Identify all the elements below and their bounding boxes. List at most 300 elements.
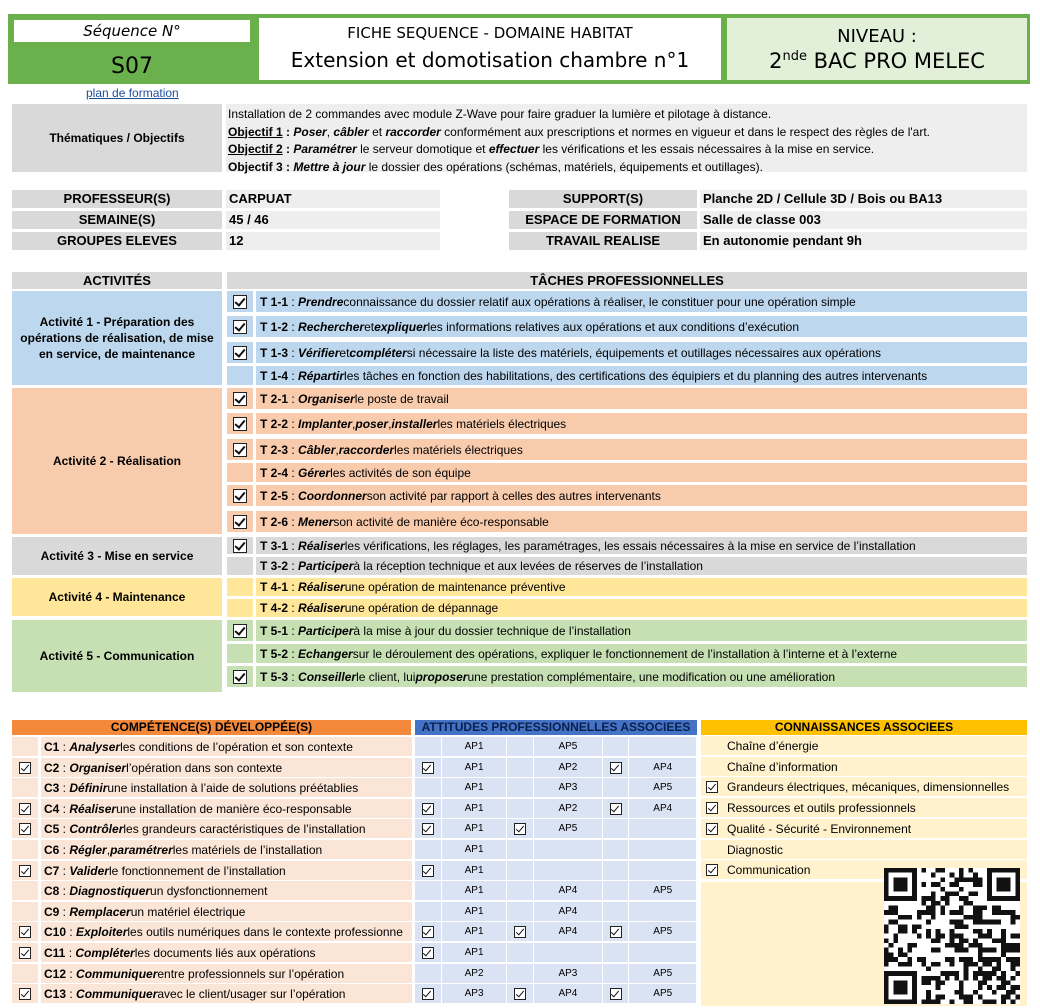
niveau-sup: nde <box>782 49 807 64</box>
objective-label: Objectif 2 <box>228 142 283 156</box>
competence-check-cell <box>12 902 38 921</box>
competence-text <box>41 943 412 962</box>
checkbox-checked-icon[interactable] <box>706 781 718 793</box>
attitude-code: AP5 <box>534 737 602 756</box>
attitude-code: AP4 <box>534 881 602 900</box>
attitude-code: AP1 <box>442 902 507 921</box>
task-verb: installer <box>391 416 438 431</box>
attitude-code: AP1 <box>442 943 507 962</box>
task-colon: : <box>288 319 299 334</box>
attitude-check-cell <box>603 840 629 859</box>
fiche-title-block <box>256 14 724 84</box>
connaissance-label: Qualité - Sécurité - Environnement <box>727 821 912 836</box>
info-value-espace: Salle de classe 003 <box>700 211 1027 229</box>
task-colon: : <box>288 368 299 383</box>
task-verb: Participer <box>298 559 354 573</box>
task-colon: : <box>288 488 299 503</box>
checkbox-checked-icon[interactable] <box>19 926 31 938</box>
task-checkbox-cell <box>227 578 253 596</box>
task-code: T 3-1 <box>260 538 289 553</box>
competence-text <box>41 881 412 900</box>
task-code: T 5-2 <box>260 646 289 661</box>
competence-row <box>12 922 412 941</box>
competence-check-cell <box>12 984 38 1003</box>
competence-desc: avec le client/usager sur l’opération <box>157 986 346 1001</box>
checkbox-checked-icon[interactable] <box>233 624 247 638</box>
attitude-row <box>415 922 697 941</box>
competence-row <box>12 964 412 983</box>
attitude-check-cell <box>603 902 629 921</box>
attitude-code <box>629 819 696 838</box>
sequence-number: S07 <box>111 54 153 79</box>
objective-text: , <box>326 124 334 139</box>
checkbox-checked-icon[interactable] <box>19 823 31 835</box>
checkbox-checked-icon[interactable] <box>422 947 434 959</box>
task-code: T 1-4 <box>260 368 289 383</box>
attitude-code: AP1 <box>442 840 507 859</box>
task-checkbox-cell <box>227 666 253 687</box>
task-checkbox-cell <box>227 413 253 434</box>
competence-code: C12 <box>44 966 67 981</box>
attitude-check-cell <box>507 964 533 983</box>
task-verb: poser <box>355 416 389 431</box>
task-verb: Mener <box>298 514 334 529</box>
attitude-check-cell <box>415 778 441 797</box>
checkbox-checked-icon[interactable] <box>706 802 718 814</box>
competence-check-cell <box>12 943 38 962</box>
objective-text: et <box>368 124 386 139</box>
attitude-row <box>415 943 697 962</box>
checkbox-checked-icon[interactable] <box>233 443 247 457</box>
attitude-check-cell <box>415 861 441 880</box>
competence-verb: Communiquer <box>76 966 158 981</box>
task-verb: Coordonner <box>298 488 367 503</box>
attitude-code: AP5 <box>629 922 696 941</box>
attitude-check-cell <box>415 943 441 962</box>
attitude-check-cell <box>415 737 441 756</box>
competence-colon: : <box>59 842 70 857</box>
info-value-travail: En autonomie pendant 9h <box>700 232 1027 250</box>
plan-de-formation-link[interactable]: plan de formation <box>86 86 179 100</box>
competence-code: C8 <box>44 883 60 898</box>
connaissance-check-cell <box>701 781 723 793</box>
attitude-code <box>534 943 602 962</box>
checkbox-checked-icon[interactable] <box>514 926 526 938</box>
attitude-check-cell <box>507 861 533 880</box>
connaissance-check-cell <box>701 802 723 814</box>
competence-code: C11 <box>44 945 66 960</box>
competence-code: C4 <box>44 801 60 816</box>
task-colon: : <box>288 669 299 684</box>
checkbox-checked-icon[interactable] <box>233 392 247 406</box>
attitude-check-cell <box>603 984 629 1003</box>
attitude-check-cell <box>603 861 629 880</box>
competence-desc: les matériels de l’installation <box>172 842 323 857</box>
attitude-code: AP4 <box>534 922 602 941</box>
info-label-groupes: GROUPES ELEVES <box>12 232 222 250</box>
attitude-check-cell <box>603 922 629 941</box>
task-verb: Participer <box>298 623 354 638</box>
task-colon: : <box>288 559 299 573</box>
task-code: T 2-6 <box>260 514 289 529</box>
task-row <box>227 439 1027 460</box>
task-checkbox-cell <box>227 439 253 460</box>
task-verb: Organiser <box>298 391 355 406</box>
task-code: T 3-2 <box>260 559 289 573</box>
competence-verb: Réaliser <box>69 801 117 816</box>
task-text <box>256 599 1027 617</box>
competence-row <box>12 840 412 859</box>
competence-check-cell <box>12 737 38 756</box>
connaissance-label: Chaîne d’information <box>727 759 838 774</box>
attitude-code: AP3 <box>534 964 602 983</box>
task-code: T 1-3 <box>260 345 289 360</box>
competence-colon: : <box>59 863 70 878</box>
competence-row <box>12 861 412 880</box>
competence-text <box>41 778 412 797</box>
connaissance-label: Diagnostic <box>727 842 784 857</box>
task-code: T 4-1 <box>260 580 289 594</box>
task-text <box>256 485 1027 506</box>
task-colon: : <box>288 391 299 406</box>
attitude-code: AP5 <box>629 881 696 900</box>
task-desc: le poste de travail <box>354 391 449 406</box>
attitude-check-cell <box>507 737 533 756</box>
info-value-professeurs: CARPUAT <box>226 190 440 208</box>
objective-text: le serveur domotique et <box>356 142 489 156</box>
task-desc: à la réception technique et aux levées de réserves de l’installation <box>353 559 703 573</box>
info-label-professeurs: PROFESSEUR(S) <box>12 190 222 208</box>
attitude-check-cell <box>603 758 629 777</box>
niveau-rest: BAC PRO MELEC <box>806 49 985 73</box>
competence-code: C2 <box>44 760 60 775</box>
task-desc: les matériels électriques <box>437 416 567 431</box>
task-colon: : <box>288 345 299 360</box>
task-text <box>256 439 1027 460</box>
checkbox-checked-icon[interactable] <box>610 988 622 1000</box>
task-text <box>256 366 1027 385</box>
task-text <box>256 342 1027 363</box>
competence-row <box>12 778 412 797</box>
checkbox-checked-icon[interactable] <box>19 947 31 959</box>
task-code: T 4-2 <box>260 601 289 615</box>
niveau-value <box>727 49 1027 73</box>
checkbox-checked-icon[interactable] <box>514 988 526 1000</box>
attitude-code: AP2 <box>534 799 602 818</box>
task-text <box>256 413 1027 434</box>
task-text <box>256 511 1027 532</box>
checkbox-checked-icon[interactable] <box>233 295 247 309</box>
info-label-semaines: SEMAINE(S) <box>12 211 222 229</box>
competence-text <box>41 799 412 818</box>
checkbox-checked-icon[interactable] <box>233 320 247 334</box>
task-verb: Rechercher <box>298 319 365 334</box>
task-verb: Vérifier <box>298 345 340 360</box>
attitude-code: AP1 <box>442 881 507 900</box>
objective-verb: Poser <box>293 124 327 139</box>
attitude-check-cell <box>603 778 629 797</box>
checkbox-checked-icon[interactable] <box>19 762 31 774</box>
checkbox-checked-icon[interactable] <box>610 926 622 938</box>
attitude-row <box>415 984 697 1003</box>
task-verb: expliquer <box>374 319 428 334</box>
niveau-label: NIVEAU : <box>837 26 917 47</box>
task-text <box>256 557 1027 575</box>
task-verb: Prendre <box>298 294 344 309</box>
competence-row <box>12 902 412 921</box>
task-desc: si nécessaire la liste des matériels, équipements et outillages nécessaires aux opérations <box>406 345 882 360</box>
task-desc: son activité de manière éco-responsable <box>333 514 549 529</box>
checkbox-checked-icon[interactable] <box>233 346 247 360</box>
competence-check-cell <box>12 799 38 818</box>
attitude-row <box>415 881 697 900</box>
task-desc: le client, lui <box>356 669 416 684</box>
task-verb: Implanter <box>298 416 353 431</box>
competence-desc: les conditions de l’opération et son contexte <box>120 739 353 754</box>
competence-verb: Diagnostiquer <box>69 883 151 898</box>
competence-text <box>41 902 412 921</box>
checkbox-checked-icon[interactable] <box>422 823 434 835</box>
task-text <box>256 666 1027 687</box>
attitude-code <box>629 861 696 880</box>
task-row <box>227 644 1027 663</box>
competence-colon: : <box>59 821 70 836</box>
attitude-code <box>629 840 696 859</box>
attitude-check-cell <box>603 737 629 756</box>
attitude-code <box>629 902 696 921</box>
competence-sep: , <box>106 842 111 857</box>
task-colon: : <box>288 465 299 480</box>
task-checkbox-cell <box>227 316 253 337</box>
attitude-check-cell <box>415 922 441 941</box>
attitude-code: AP4 <box>629 758 696 777</box>
checkbox-checked-icon[interactable] <box>610 803 622 815</box>
task-colon: : <box>288 416 299 431</box>
attitude-code: AP4 <box>534 902 602 921</box>
attitude-code: AP2 <box>534 758 602 777</box>
attitude-check-cell <box>507 943 533 962</box>
niveau-base: 2 <box>769 49 783 73</box>
task-verb: Répartir <box>298 368 345 383</box>
activity-5: Activité 5 - Communication <box>12 620 222 692</box>
task-verb: proposer <box>415 669 468 684</box>
checkbox-checked-icon[interactable] <box>233 515 247 529</box>
qr-code-icon <box>884 868 1020 1004</box>
task-desc: sur le déroulement des opérations, expliquer le fonctionnement de l’installation à l’interne et à l’externe <box>352 646 898 661</box>
competence-row <box>12 984 412 1003</box>
fiche-title: FICHE SEQUENCE - DOMAINE HABITAT <box>347 24 633 42</box>
attitude-check-cell <box>603 943 629 962</box>
checkbox-checked-icon[interactable] <box>19 988 31 1000</box>
task-row <box>227 388 1027 409</box>
checkbox-checked-icon[interactable] <box>422 762 434 774</box>
checkbox-checked-icon[interactable] <box>233 417 247 431</box>
task-row <box>227 366 1027 385</box>
info-value-groupes: 12 <box>226 232 440 250</box>
task-code: T 2-3 <box>260 442 289 457</box>
task-row <box>227 316 1027 337</box>
competence-verb: Compléter <box>75 945 135 960</box>
attitude-check-cell <box>507 922 533 941</box>
competence-desc: l’opération dans son contexte <box>126 760 283 775</box>
checkbox-checked-icon[interactable] <box>233 489 247 503</box>
competences-header: COMPÉTENCE(S) DÉVELOPPÉE(S) <box>12 720 411 735</box>
task-row <box>227 557 1027 575</box>
objective-text: les vérifications et les essais nécessaires à la mise en service. <box>539 142 875 156</box>
competence-code: C1 <box>44 739 60 754</box>
competence-colon: : <box>59 801 70 816</box>
task-text <box>256 620 1027 641</box>
task-text <box>256 578 1027 596</box>
attitude-code: AP5 <box>534 819 602 838</box>
task-row <box>227 578 1027 596</box>
attitude-check-cell <box>415 819 441 838</box>
task-code: T 1-1 <box>260 294 289 309</box>
objective-verb: Paramétrer <box>293 142 357 156</box>
task-colon: : <box>288 514 299 529</box>
checkbox-checked-icon[interactable] <box>706 823 718 835</box>
attitude-code: AP1 <box>442 861 507 880</box>
task-verb: Réaliser <box>298 538 345 553</box>
task-desc: et <box>339 345 350 360</box>
attitude-row <box>415 758 697 777</box>
connaissance-check-cell <box>701 823 723 835</box>
attitude-check-cell <box>507 799 533 818</box>
task-checkbox-cell <box>227 511 253 532</box>
task-desc: une opération de dépannage <box>344 601 499 615</box>
task-code: T 2-2 <box>260 416 289 431</box>
checkbox-checked-icon[interactable] <box>19 865 31 877</box>
competence-desc: une installation à l’aide de solutions préétablies <box>107 780 359 795</box>
task-desc: connaissance du dossier relatif aux opérations à réaliser, le constituer pour une opération simple <box>343 294 856 309</box>
attitude-check-cell <box>507 819 533 838</box>
checkbox-checked-icon[interactable] <box>19 803 31 815</box>
task-checkbox-cell <box>227 537 253 554</box>
competence-colon: : <box>59 739 70 754</box>
checkbox-checked-icon[interactable] <box>610 762 622 774</box>
attitude-code <box>629 943 696 962</box>
attitude-check-cell <box>603 819 629 838</box>
attitude-check-cell <box>507 902 533 921</box>
attitude-check-cell <box>603 964 629 983</box>
info-label-travail: TRAVAIL REALISE <box>509 232 697 250</box>
connaissance-label: Ressources et outils professionnels <box>727 800 916 815</box>
task-checkbox-cell <box>227 388 253 409</box>
competence-text <box>41 984 412 1003</box>
attitude-check-cell <box>415 758 441 777</box>
activity-3: Activité 3 - Mise en service <box>12 537 222 575</box>
attitude-code: AP3 <box>442 984 507 1003</box>
task-colon: : <box>288 623 299 638</box>
task-text <box>256 537 1027 554</box>
competence-row <box>12 819 412 838</box>
competence-desc: entre professionnels sur l’opération <box>157 966 345 981</box>
competence-colon: : <box>59 904 70 919</box>
task-verb: Echanger <box>298 646 353 661</box>
checkbox-checked-icon[interactable] <box>514 823 526 835</box>
checkbox-checked-icon[interactable] <box>422 803 434 815</box>
competence-code: C10 <box>44 924 67 939</box>
task-code: T 2-4 <box>260 465 289 480</box>
competence-code: C9 <box>44 904 60 919</box>
attitude-code: AP5 <box>629 964 696 983</box>
competence-row <box>12 758 412 777</box>
attitude-code <box>534 840 602 859</box>
connaissance-label: Grandeurs électriques, mécaniques, dimensionnelles <box>727 779 1010 794</box>
niveau-block <box>724 14 1030 84</box>
info-label-espace: ESPACE DE FORMATION <box>509 211 697 229</box>
attitude-code: AP1 <box>442 778 507 797</box>
info-value-supports: Planche 2D / Cellule 3D / Bois ou BA13 <box>700 190 1027 208</box>
task-row <box>227 485 1027 506</box>
competence-verb: Analyser <box>69 739 121 754</box>
task-code: T 2-1 <box>260 391 289 406</box>
checkbox-checked-icon[interactable] <box>233 539 247 553</box>
attitude-row <box>415 861 697 880</box>
competence-row <box>12 737 412 756</box>
attitude-code: AP1 <box>442 737 507 756</box>
attitude-row <box>415 964 697 983</box>
task-checkbox-cell <box>227 366 253 385</box>
task-row <box>227 413 1027 434</box>
competence-verb: Exploiter <box>76 924 128 939</box>
attitude-check-cell <box>507 778 533 797</box>
task-checkbox-cell <box>227 644 253 663</box>
objective-text: le dossier des opérations (schémas, matériels, équipements et outillages). <box>365 159 763 174</box>
checkbox-checked-icon[interactable] <box>422 865 434 877</box>
competence-colon: : <box>59 780 70 795</box>
attitudes-header: ATTITUDES PROFESSIONNELLES ASSOCIEES <box>415 720 697 735</box>
task-desc: les tâches en fonction des habilitations, des certifications des équipiers et du planning des autres intervenants <box>344 368 928 383</box>
checkbox-checked-icon[interactable] <box>422 926 434 938</box>
attitude-check-cell <box>415 902 441 921</box>
competence-desc: les outils numériques dans le contexte professionne <box>127 924 403 939</box>
competence-colon: : <box>65 945 76 960</box>
tasks-header: TÂCHES PROFESSIONNELLES <box>227 272 1027 289</box>
task-desc: les matériels électriques <box>394 442 523 457</box>
task-desc: une opération de maintenance préventive <box>344 580 566 594</box>
task-text <box>256 388 1027 409</box>
connaissance-row <box>701 798 1027 817</box>
connaissance-label: Communication <box>727 862 811 877</box>
objective-2 <box>228 141 1025 159</box>
task-desc: , <box>388 416 392 431</box>
task-verb: compléter <box>349 345 407 360</box>
task-colon: : <box>288 294 299 309</box>
task-verb: Réaliser <box>298 580 345 594</box>
attitude-row <box>415 799 697 818</box>
attitude-check-cell <box>415 799 441 818</box>
sequence-number-block <box>8 14 256 84</box>
checkbox-checked-icon[interactable] <box>706 864 718 876</box>
attitude-check-cell <box>507 840 533 859</box>
competence-colon: : <box>59 760 70 775</box>
competence-row <box>12 943 412 962</box>
checkbox-checked-icon[interactable] <box>422 988 434 1000</box>
attitude-code: AP5 <box>629 984 696 1003</box>
attitude-code: AP4 <box>534 984 602 1003</box>
competence-text <box>41 758 412 777</box>
attitude-check-cell <box>507 881 533 900</box>
task-row <box>227 342 1027 363</box>
attitude-check-cell <box>507 758 533 777</box>
task-desc: les activités de son équipe <box>330 465 471 480</box>
connaissance-row <box>701 736 1027 755</box>
connaissance-row <box>701 777 1027 796</box>
checkbox-checked-icon[interactable] <box>233 670 247 684</box>
task-desc: son activité par rapport à celles des autres intervenants <box>366 488 661 503</box>
task-desc: , <box>352 416 356 431</box>
